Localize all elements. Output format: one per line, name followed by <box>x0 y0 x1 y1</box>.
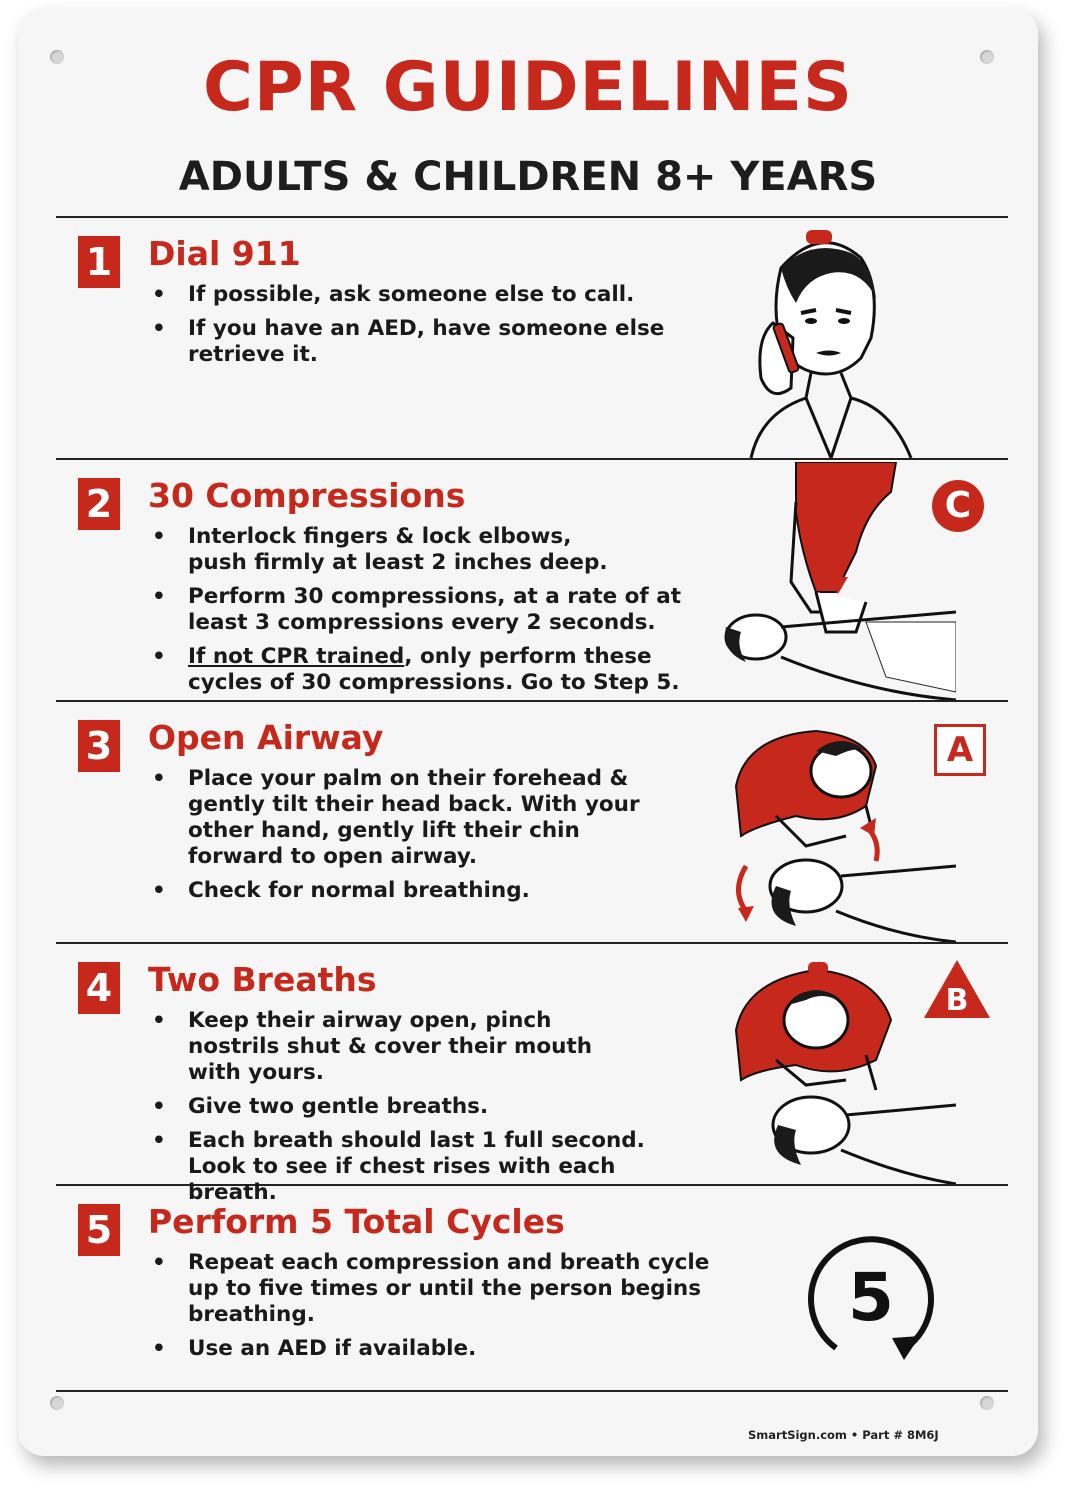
step-5 <box>56 1188 1008 1390</box>
bullet: • Interlock fingers & lock elbows, push firmly at least 2 inches deep. <box>148 524 628 576</box>
bullet: • If possible, ask someone else to call. <box>148 282 708 308</box>
bullet: • Perform 30 compressions, at a rate of at least 3 compressions every 2 seconds. <box>148 584 688 636</box>
underlined-text: If not CPR trained <box>188 644 405 669</box>
chest-compressions-icon <box>716 462 956 700</box>
cycle-number: 5 <box>848 1259 894 1336</box>
badge-a: A <box>934 724 986 776</box>
cycle-arrow-icon <box>796 1228 946 1368</box>
bullet: • If you have an AED, have someone else retrieve it. <box>148 316 668 368</box>
step-title: Perform 5 Total Cycles <box>148 1202 565 1241</box>
step-number: 1 <box>78 236 120 288</box>
woman-calling-icon <box>721 228 921 458</box>
step-number: 4 <box>78 962 120 1014</box>
bullet: • Repeat each compression and breath cycle up to five times or until the person begins breathing. <box>148 1250 718 1328</box>
step-1 <box>56 220 1008 458</box>
step-bullets <box>148 766 668 912</box>
page-subtitle: ADULTS & CHILDREN 8+ YEARS <box>178 154 878 200</box>
mounting-hole-bottom-left <box>50 1396 64 1410</box>
divider <box>56 216 1008 218</box>
rescue-breaths-icon <box>716 960 956 1184</box>
badge-c: C <box>932 480 984 532</box>
bullet: • Use an AED if available. <box>148 1336 708 1362</box>
badge-b <box>922 958 992 1020</box>
badge-b-letter: B <box>945 983 969 1018</box>
step-number: 2 <box>78 478 120 530</box>
page-title: CPR GUIDELINES <box>203 48 853 127</box>
step-title: Dial 911 <box>148 234 301 273</box>
bullet <box>148 644 688 696</box>
head-tilt-icon <box>716 726 956 942</box>
step-3 <box>56 704 1008 942</box>
bullet: • Place your palm on their forehead & gently tilt their head back. With your other hand, gently lift their chin forward to open airway. <box>148 766 668 870</box>
step-title: Two Breaths <box>148 960 377 999</box>
step-title: 30 Compressions <box>148 476 466 515</box>
divider <box>56 458 1008 460</box>
step-bullets <box>148 1008 668 1214</box>
bullet: • Check for normal breathing. <box>148 878 668 904</box>
step-2 <box>56 462 1008 700</box>
step-title: Open Airway <box>148 718 384 757</box>
bullet: • Keep their airway open, pinch nostrils shut & cover their mouth with yours. <box>148 1008 648 1086</box>
bullet-text: , only perform these cycles of 30 compressions. Go to Step 5. <box>188 644 680 695</box>
mounting-hole-bottom-right <box>980 1396 994 1410</box>
step-4 <box>56 946 1008 1205</box>
cpr-sign <box>18 8 1038 1456</box>
divider <box>56 1390 1008 1392</box>
bullet: • Each breath should last 1 full second. Look to see if chest rises with each breath. <box>148 1128 648 1206</box>
bullet: • Give two gentle breaths. <box>148 1094 668 1120</box>
step-bullets <box>148 524 688 704</box>
step-bullets <box>148 1250 708 1370</box>
step-number: 5 <box>78 1204 120 1256</box>
step-bullets <box>148 282 708 376</box>
divider <box>56 942 1008 944</box>
step-number: 3 <box>78 720 120 772</box>
footer-credit: SmartSign.com • Part # 8M6J <box>748 1428 939 1442</box>
